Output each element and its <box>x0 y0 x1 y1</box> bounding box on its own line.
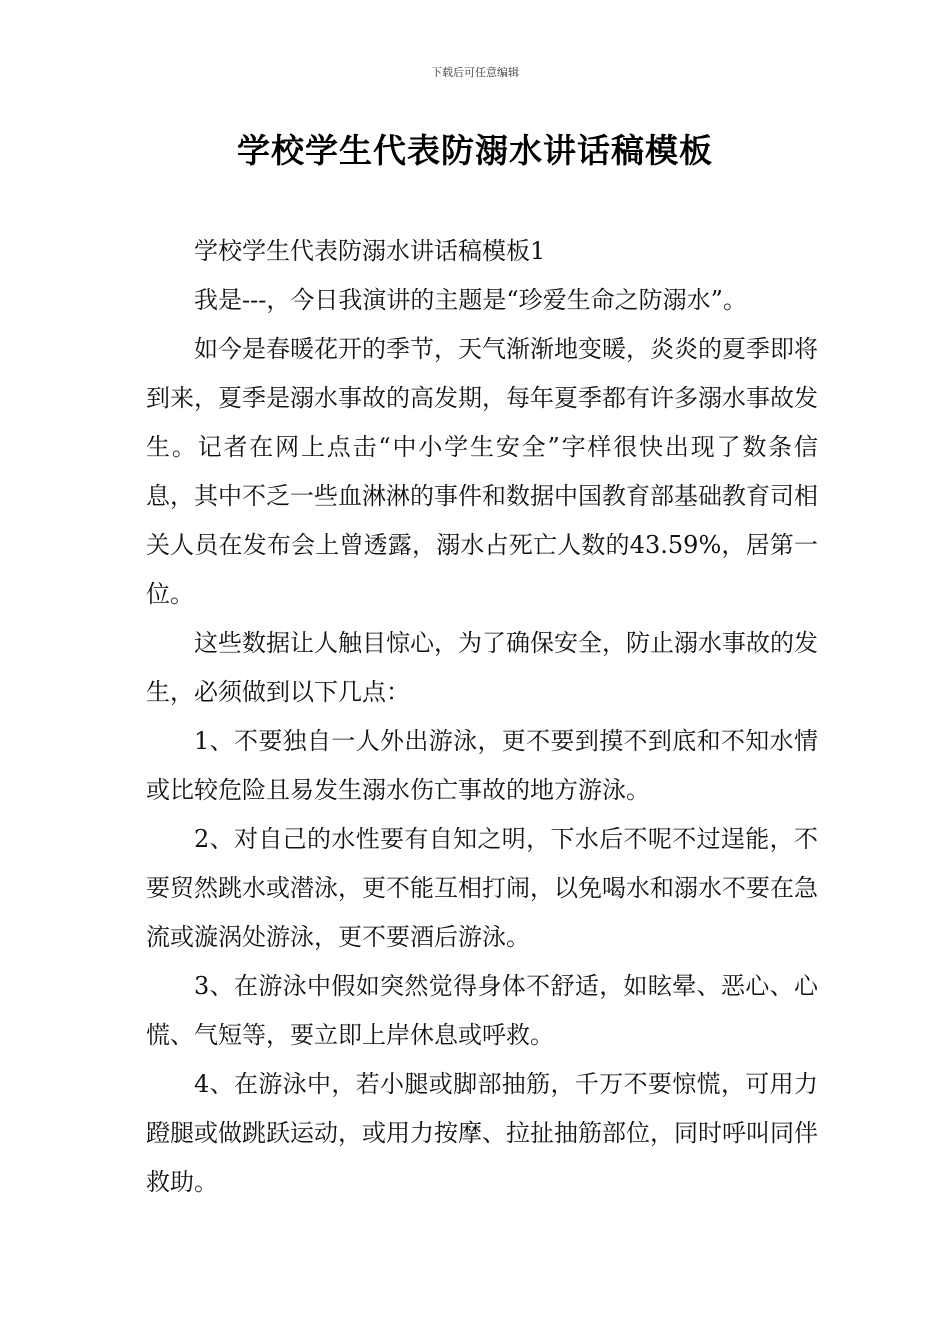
document-body <box>146 227 818 1207</box>
context-paragraph: 如今是春暖花开的季节，天气渐渐地变暖，炎炎的夏季即将到来，夏季是溺水事故的高发期，每年夏季都有许多溺水事故发生。记者在网上点击“中小学生安全”字样很快出现了数条信息，其中不乏一些血淋淋的事件和数据中国教育部基础教育司相关人员在发布会上曾透露，溺水占死亡人数的43.59%，居第一位。 <box>146 335 818 608</box>
intro-paragraph: 我是---，今日我演讲的主题是“珍爱生命之防溺水”。 <box>194 286 747 314</box>
point-1-paragraph: 1、不要独自一人外出游泳，更不要到摸不到底和不知水情或比较危险且易发生溺水伤亡事故的地方游泳。 <box>146 727 818 804</box>
subtitle-paragraph: 学校学生代表防溺水讲话稿模板1 <box>194 237 546 265</box>
document-title: 学校学生代表防溺水讲话稿模板 <box>237 131 713 170</box>
point-2-paragraph: 2、对自己的水性要有自知之明，下水后不呢不过逞能，不要贸然跳水或潜泳，更不能互相打闹，以免喝水和溺水不要在急流或漩涡处游泳，更不要酒后游泳。 <box>146 825 818 951</box>
header-note: 下载后可任意编辑 <box>431 66 519 79</box>
point-3-paragraph: 3、在游泳中假如突然觉得身体不舒适，如眩晕、恶心、心慌、气短等，要立即上岸休息或呼救。 <box>146 972 818 1049</box>
point-4-paragraph: 4、在游泳中，若小腿或脚部抽筋，千万不要惊慌，可用力蹬腿或做跳跃运动，或用力按摩、拉扯抽筋部位，同时呼叫同伴救助。 <box>146 1070 818 1196</box>
points-intro-paragraph: 这些数据让人触目惊心，为了确保安全，防止溺水事故的发生，必须做到以下几点： <box>146 629 818 706</box>
